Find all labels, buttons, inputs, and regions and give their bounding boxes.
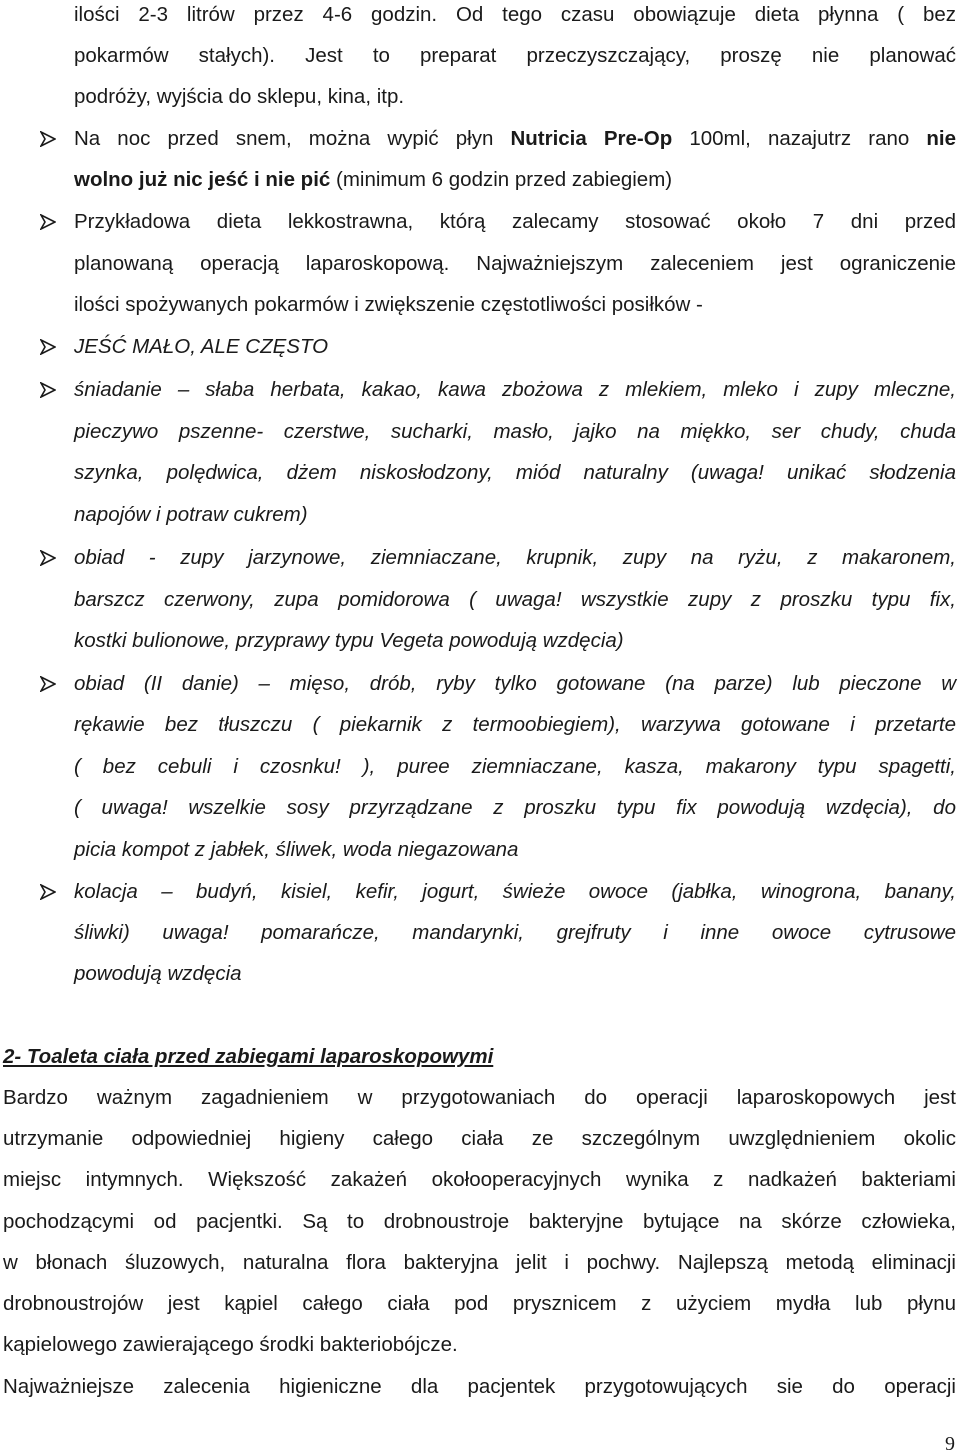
arrowhead-bullet-icon — [40, 382, 56, 398]
arrowhead-bullet-icon — [40, 131, 56, 147]
section-heading: 2- Toaleta ciała przed zabiegami laparoskopowymi — [3, 1045, 494, 1068]
text-line: powodują wzdęcia — [74, 962, 242, 985]
arrowhead-bullet-icon — [40, 550, 56, 566]
text-line: szynka, polędwica, dżem niskosłodzony, miód naturalny (uwaga! unikać słodzenia — [74, 461, 956, 484]
text-line: ilości 2-3 litrów przez 4-6 godzin. Od tego czasu obowiązuje dieta płynna ( bez — [74, 3, 956, 26]
text-line: planowaną operacją laparoskopową. Najważniejszym zaleceniem jest ograniczenie — [74, 252, 956, 275]
arrowhead-bullet-icon — [40, 676, 56, 692]
product-name: Nutricia Pre-Op — [510, 127, 673, 150]
text-line: rękawie bez tłuszczu ( piekarnik z termoobiegiem), warzywa gotowane i przetarte — [74, 713, 956, 736]
text-line: picia kompot z jabłek, śliwek, woda niegazowana — [74, 838, 519, 861]
text-line: pokarmów stałych). Jest to preparat przeczyszczający, proszę nie planować — [74, 44, 956, 67]
emphasis: nie — [926, 127, 956, 150]
page-number: 9 — [945, 1433, 955, 1455]
text-line: kostki bulionowe, przyprawy typu Vegeta powodują wzdęcia) — [74, 629, 624, 652]
text-line: drobnoustrojów jest kąpiel całego ciała pod prysznicem z użyciem mydła lub płynu — [3, 1292, 956, 1315]
text-line — [74, 168, 672, 192]
text-line: kolacja – budyń, kisiel, kefir, jogurt, świeże owoce (jabłka, winogrona, banany, — [74, 880, 956, 903]
text-line: obiad - zupy jarzynowe, ziemniaczane, krupnik, zupy na ryżu, z makaronem, — [74, 546, 956, 569]
eat-little-often: JEŚĆ MAŁO, ALE CZĘSTO — [74, 335, 329, 358]
emphasis: wolno już nic jeść i nie pić — [74, 168, 331, 191]
text-span: 100ml, nazajutrz rano — [672, 127, 927, 150]
arrowhead-bullet-icon — [40, 884, 56, 900]
text-line: pochodzącymi od pacjentki. Są to drobnoustroje bakteryjne bytujące na skórze człowieka, — [3, 1210, 956, 1233]
text-line: ( bez cebuli i czosnku! ), puree ziemniaczane, kasza, makarony typu spagetti, — [74, 755, 956, 778]
text-line: kąpielowego zawierającego środki bakteriobójcze. — [3, 1333, 458, 1356]
arrowhead-bullet-icon — [40, 214, 56, 230]
text-line: śliwki) uwaga! pomarańcze, mandarynki, grejfruty i inne owoce cytrusowe — [74, 921, 956, 944]
text-line: śniadanie – słaba herbata, kakao, kawa zbożowa z mlekiem, mleko i zupy mleczne, — [74, 378, 956, 401]
text-line: Przykładowa dieta lekkostrawna, którą zalecamy stosować około 7 dni przed — [74, 210, 956, 233]
text-line: ( uwaga! wszelkie sosy przyrządzane z proszku typu fix powodują wzdęcia), do — [74, 796, 956, 819]
text-line: barszcz czerwony, zupa pomidorowa ( uwaga! wszystkie zupy z proszku typu fix, — [74, 588, 956, 611]
text-line: napojów i potraw cukrem) — [74, 503, 308, 526]
text-span: (minimum 6 godzin przed zabiegiem) — [330, 168, 673, 191]
text-line: w błonach śluzowych, naturalna flora bakteryjna jelit i pochwy. Najlepszą metodą eliminacji — [3, 1251, 956, 1274]
text-line: Najważniejsze zalecenia higieniczne dla pacjentek przygotowujących sie do operacji — [3, 1375, 956, 1398]
text-line: utrzymanie odpowiedniej higieny całego ciała ze szczególnym uwzględnieniem okolic — [3, 1127, 956, 1150]
text-line: miejsc intymnych. Większość zakażeń okołooperacyjnych wynika z nadkażeń bakteriami — [3, 1168, 956, 1191]
arrowhead-bullet-icon — [40, 339, 56, 355]
text-line: obiad (II danie) – mięso, drób, ryby tylko gotowane (na parze) lub pieczone w — [74, 672, 956, 695]
text-line — [74, 127, 956, 151]
text-line: Bardzo ważnym zagadnieniem w przygotowaniach do operacji laparoskopowych jest — [3, 1086, 956, 1109]
text-line: pieczywo pszenne- czerstwe, sucharki, masło, jajko na miękko, ser chudy, chuda — [74, 420, 956, 443]
text-line: ilości spożywanych pokarmów i zwiększenie częstotliwości posiłków - — [74, 293, 703, 316]
text-line: podróży, wyjścia do sklepu, kina, itp. — [74, 85, 405, 108]
text-span: Na noc przed snem, można wypić płyn — [74, 127, 511, 150]
